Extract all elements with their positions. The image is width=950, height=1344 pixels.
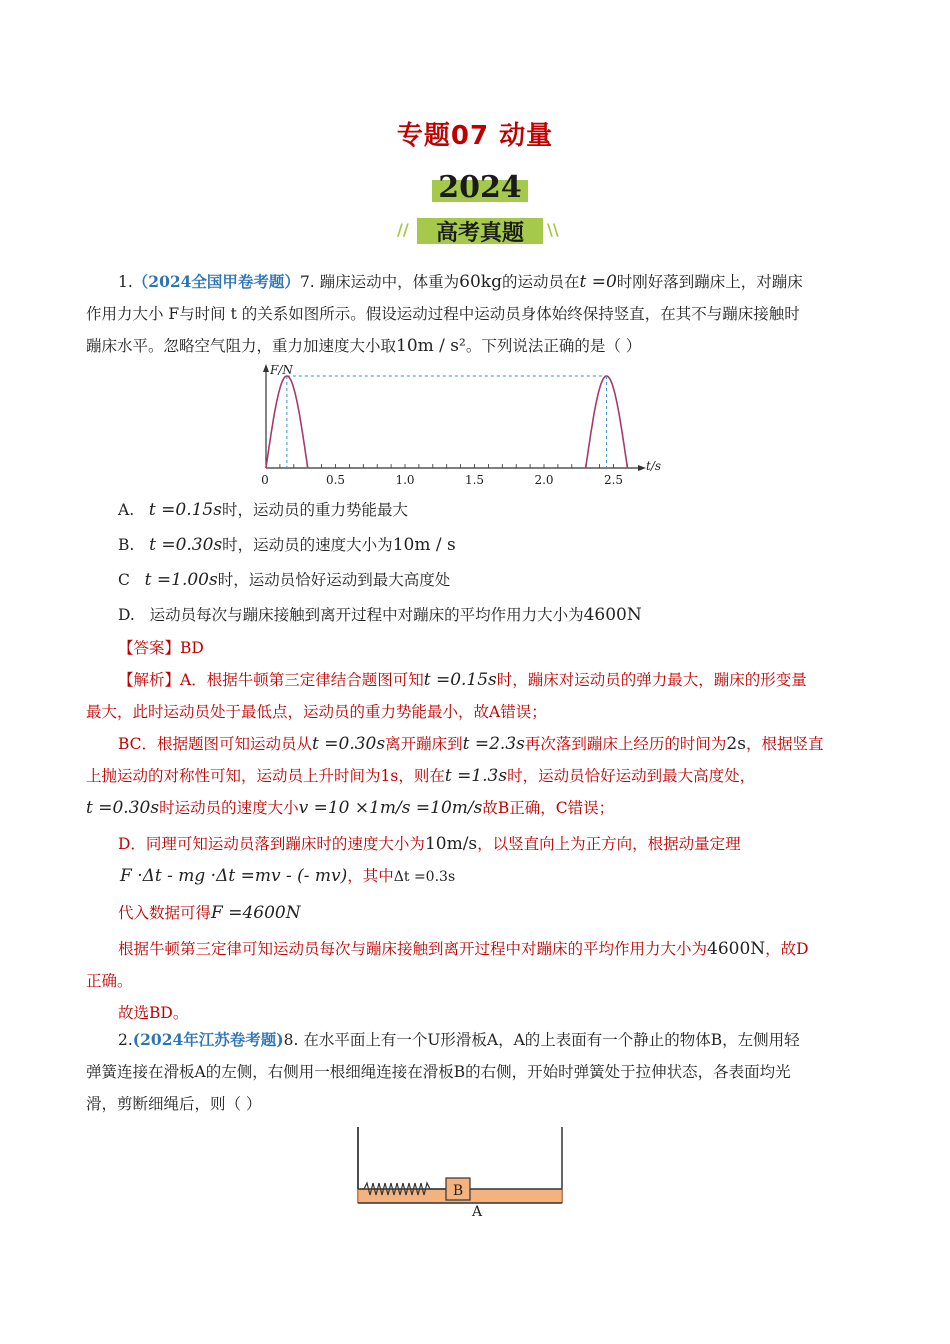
year-badge — [420, 170, 540, 210]
banner-deco-left-icon: // — [397, 220, 409, 239]
year-label: 2024 — [438, 170, 522, 205]
option-label: A. — [118, 501, 135, 519]
section-banner — [395, 214, 565, 246]
banner-label: 高考真题 — [435, 221, 524, 246]
analysis-formula: v =10 ×1m/s =10m/s — [298, 798, 483, 818]
q1-text-line2: 作用力大小 F与时间 t 的关系如图所示。假设运动过程中运动员身体始终保持竖直，在其不与蹦床接触时 — [86, 305, 800, 323]
option-text: 时，运动员的重力势能最大 — [221, 501, 408, 519]
q2-stem — [86, 1024, 866, 1120]
analysis-expr: t =0.30s — [86, 798, 160, 818]
q2-source: (2024年江苏卷考题) — [132, 1030, 284, 1049]
analysis-text: ，根据竖直 — [745, 735, 824, 753]
analysis-text: BC．根据题图可知运动员从 — [118, 735, 313, 753]
y-axis-label: F/N — [270, 363, 293, 377]
q1-source: （2024全国甲卷考题） — [132, 272, 300, 291]
block-b-label: B — [452, 1183, 464, 1199]
x-tick-label: 1.5 — [464, 473, 485, 487]
option-label: C — [118, 571, 130, 589]
analysis-formula: F ·Δt - mg ·Δt =mv - (- mv) — [120, 866, 348, 886]
x-axis-label: t/s — [646, 459, 662, 473]
analysis-expr: 10m/s — [424, 834, 478, 854]
option-expr: t =1.00s — [144, 570, 218, 590]
analysis-expr: F =4600N — [211, 903, 301, 923]
analysis-expr: t =2.3s — [462, 734, 525, 754]
x-tick-label: 0 — [261, 473, 269, 487]
analysis-text: 正确。 — [86, 972, 133, 990]
q1-text: 的运动员在 — [501, 273, 580, 291]
q1-option-c[interactable] — [118, 568, 450, 590]
option-text: 时，运动员的速度大小为 — [222, 536, 393, 554]
analysis-text: ，故D — [765, 940, 809, 958]
analysis-text: ，其中 — [347, 867, 394, 885]
q1-option-d[interactable] — [118, 603, 642, 625]
q1-text: 蹦床水平。忽略空气阻力，重力加速度大小取 — [86, 337, 397, 355]
q2-text-line2: 弹簧连接在滑板A的左侧，右侧用一根细绳连接在滑板B的右侧，开始时弹簧处于拉伸状态，各表面均光 — [86, 1063, 791, 1081]
q2-number: 2. — [118, 1031, 133, 1049]
q1-mass: 60kg — [459, 272, 502, 292]
q1-option-b[interactable] — [118, 533, 456, 555]
y-axis-arrow-icon — [263, 364, 269, 372]
x-tick-label: 2.0 — [534, 473, 554, 487]
analysis-text: 故B正确，C错误； — [482, 799, 615, 817]
q2-text: 8. 在水平面上有一个U形滑板A，A的上表面有一个静止的物体B，左侧用轻 — [283, 1031, 800, 1049]
analysis-text: 上抛运动的对称性可知，运动员上升时间为1s，则在 — [86, 767, 445, 785]
analysis-expr: 2s — [726, 734, 746, 754]
banner-deco-right-icon: \\ — [547, 220, 559, 239]
force-time-chart — [250, 360, 670, 490]
q1-text: 7. 蹦床运动中，体重为 — [299, 273, 460, 291]
x-tick-label: 2.5 — [603, 473, 624, 487]
option-tail: 4600N — [583, 605, 642, 625]
q1-text: 。下列说法正确的是（ ） — [465, 337, 642, 355]
x-tick-label: 1.0 — [395, 473, 415, 487]
analysis-text: 时，蹦床对运动员的弹力最大，蹦床的形变量 — [496, 671, 807, 689]
analysis-expr: t =0.15s — [423, 670, 497, 690]
option-text: 时，运动员恰好运动到最大高度处 — [217, 571, 451, 589]
analysis-text: 根据牛顿第三定律可知运动员每次与蹦床接触到离开过程中对蹦床的平均作用力大小为 — [118, 940, 708, 958]
option-expr: t =0.30s — [149, 535, 223, 555]
analysis-text: D．同理可知运动员落到蹦床时的速度大小为 — [118, 835, 425, 853]
page-title: 专题07 动量 — [396, 121, 554, 151]
analysis-lead: 【解析】 — [118, 671, 181, 689]
q1-stem — [86, 266, 866, 362]
analysis-text: 最大，此时运动员处于最低点，运动员的重力势能最小，故A错误； — [86, 703, 547, 721]
analysis-expr: t =0.30s — [312, 734, 386, 754]
analysis-text: A．根据牛顿第三定律结合题图可知 — [180, 671, 424, 689]
option-expr: t =0.15s — [148, 500, 222, 520]
q2-text-line3: 滑，剪断细绳后，则（ ） — [86, 1095, 262, 1113]
board-a-label: A — [471, 1204, 483, 1220]
q1-analysis — [86, 664, 866, 1029]
analysis-conclusion: 故选BD。 — [118, 1004, 189, 1022]
analysis-text: 离开蹦床到 — [385, 735, 463, 753]
analysis-text: 代入数据可得 — [118, 904, 212, 922]
analysis-expr: 4600N — [707, 939, 766, 959]
option-text: 运动员每次与蹦床接触到离开过程中对蹦床的平均作用力大小为 — [149, 606, 584, 624]
analysis-text: 再次落到蹦床上经历的时间为 — [524, 735, 727, 753]
option-label: B. — [118, 536, 135, 554]
q1-number: 1. — [118, 273, 133, 291]
analysis-text: 时运动员的速度大小 — [159, 799, 299, 817]
option-tail: 10m / s — [392, 535, 456, 555]
q1-g: 10m / s² — [396, 336, 466, 356]
x-tick-label: 0.5 — [325, 473, 346, 487]
q1-text: 时刚好落到蹦床上，对蹦床 — [616, 273, 803, 291]
q1-t0: t =0 — [579, 272, 617, 292]
q1-option-a[interactable] — [118, 498, 408, 520]
analysis-expr: Δt =0.3s — [393, 869, 456, 885]
option-label: D. — [118, 606, 135, 624]
x-axis-arrow-icon — [638, 465, 646, 471]
analysis-expr: t =1.3s — [444, 766, 508, 786]
q1-answer: 【答案】BD — [118, 639, 204, 657]
analysis-text: ，以竖直向上为正方向，根据动量定理 — [477, 835, 741, 853]
spring-board-figure — [350, 1125, 572, 1221]
analysis-text: 时，运动员恰好运动到最大高度处， — [507, 767, 756, 785]
